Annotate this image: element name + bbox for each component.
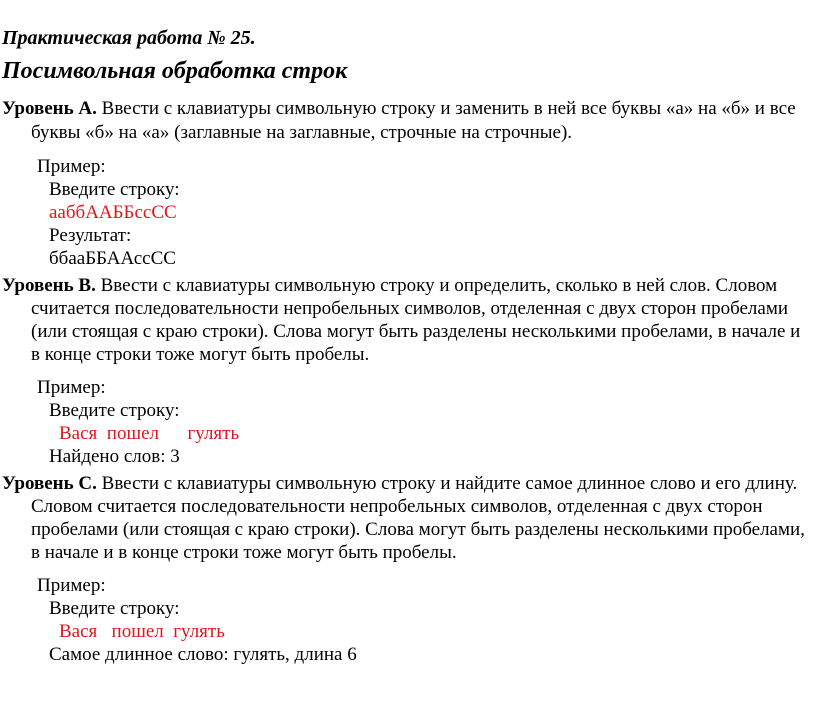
level-b-text-1: Ввести с клавиатуры символьную строку и определить, сколько в ней слов. Словом [95,275,778,296]
level-a-line-1 [2,97,796,120]
level-a-example-input: ааббААББссСС [49,202,177,223]
level-b-label: Уровень B. [2,275,96,296]
level-c-line-1 [2,472,797,495]
level-a-example-prompt: Введите строку: [49,179,180,200]
level-a-example-heading: Пример: [37,156,106,177]
level-c-label: Уровень C. [2,473,97,494]
level-a-text-1: Ввести с клавиатуры символьную строку и заменить в ней все буквы «а» на «б» и все [96,98,796,119]
level-c-example-heading: Пример: [37,575,106,596]
level-c-line-2: Словом считается последовательности непробельных символов, отделенная с двух сторон [31,496,763,517]
level-a-line-2: буквы «б» на «а» (заглавные на заглавные, строчные на строчные). [31,122,573,143]
level-b-example-result: Найдено слов: 3 [49,446,180,467]
level-b-example-prompt: Введите строку: [49,400,180,421]
level-c-example-input: Вася пошел гулять [59,621,225,642]
level-b-line-4: в конце строки тоже могут быть пробелы. [31,344,370,365]
level-c-example-prompt: Введите строку: [49,598,180,619]
level-b-line-1 [2,274,777,297]
level-c-line-3: пробелами (или стоящая с краю строки). Слова могут быть разделены несколькими пробелами, [31,519,805,540]
level-a-example-result-label: Результат: [49,225,132,246]
level-a-example-result: ббааББААссСС [49,248,176,269]
topic-title: Посимвольная обработка строк [2,58,348,84]
level-c-line-4: в начале и в конце строки тоже могут быть пробелы. [31,542,457,563]
work-title: Практическая работа № 25. [2,27,256,49]
level-a-label: Уровень A. [2,98,97,119]
level-b-example-input: Вася пошел гулять [59,423,240,444]
level-b-example-heading: Пример: [37,377,106,398]
level-b-line-2: считается последовательности непробельных символов, отделенная с двух сторон пробелами [31,298,789,319]
level-b-line-3: (или стоящая с краю строки). Слова могут быть разделены несколькими пробелами, в начале и [31,321,801,342]
level-c-example-result: Самое длинное слово: гулять, длина 6 [49,644,357,665]
level-c-text-1: Ввести с клавиатуры символьную строку и найдите самое длинное слово и его длину. [96,473,798,494]
